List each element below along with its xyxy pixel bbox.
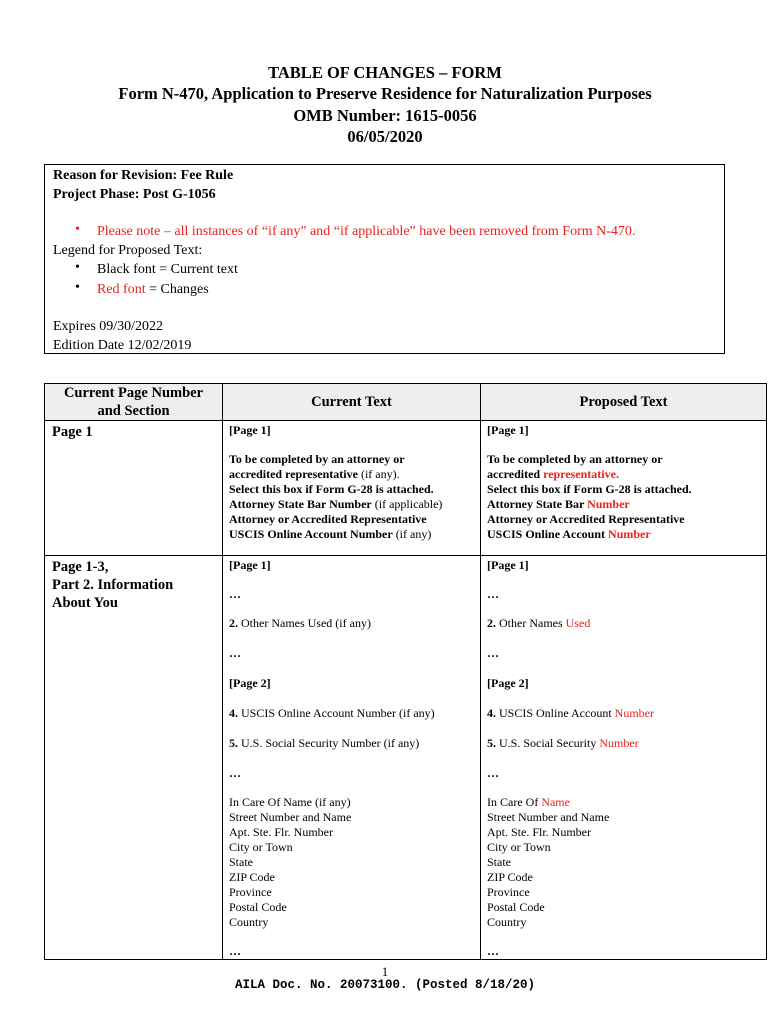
- page-marker: [Page 2]: [487, 676, 529, 690]
- header-current-text: Current Text: [223, 384, 481, 421]
- removal-note: Please note – all instances of “if any” and “if applicable” have been removed from Form N-470.: [97, 224, 636, 239]
- legend-red-label: Red font: [97, 282, 146, 297]
- address-field-label: Apt. Ste. Flr. Number: [487, 825, 591, 839]
- text-line: Other Names Used (if any): [238, 616, 371, 630]
- ellipsis: …: [487, 944, 499, 958]
- header-current-page: Current Page Number and Section: [45, 384, 223, 421]
- text-line: accredited representative: [229, 467, 358, 481]
- bullet-icon: •: [75, 260, 80, 275]
- ellipsis: …: [229, 646, 241, 660]
- table-row: [45, 421, 767, 556]
- section-label: Page 1: [52, 424, 93, 440]
- proposed-text-cell: [481, 421, 767, 556]
- page-marker: [Page 1]: [229, 558, 271, 572]
- text-line: To be completed by an attorney or: [487, 452, 663, 466]
- header-proposed-text: Proposed Text: [481, 384, 767, 421]
- address-field-label: Postal Code: [229, 900, 287, 914]
- section-label: About You: [52, 595, 118, 611]
- table-row: [45, 556, 767, 960]
- text-line: U.S. Social Security Number (if any): [238, 736, 420, 750]
- page-marker: [Page 1]: [229, 423, 271, 437]
- page-number: 1: [381, 964, 389, 979]
- section-label: Part 2. Information: [52, 577, 174, 593]
- expires-date: Expires 09/30/2022: [53, 319, 164, 334]
- legend-black: Black font = Current text: [97, 262, 238, 277]
- text-line: Attorney State Bar: [487, 497, 588, 511]
- text-line: Select this box if Form G-28 is attached.: [487, 482, 692, 496]
- text-line: USCIS Online Account: [487, 527, 609, 541]
- proposed-text-cell: [481, 556, 767, 960]
- address-field-label: ZIP Code: [487, 870, 533, 884]
- changed-text: representative.: [543, 467, 619, 481]
- reason-for-revision: Reason for Revision: Fee Rule: [53, 168, 234, 183]
- address-field-label: Apt. Ste. Flr. Number: [229, 825, 333, 839]
- section-cell: [45, 421, 223, 556]
- text-line: U.S. Social Security: [496, 736, 600, 750]
- ellipsis: …: [487, 646, 499, 660]
- changed-text: Used: [565, 616, 591, 630]
- text-line: USCIS Online Account Number (if any): [238, 706, 435, 720]
- legend-red: [97, 281, 209, 299]
- changed-text: Name: [541, 795, 570, 809]
- text-line: USCIS Online Account: [496, 706, 615, 720]
- address-field-label: City or Town: [229, 840, 293, 854]
- text-line: Attorney or Accredited Representative: [487, 512, 685, 526]
- item-number: 2.: [229, 616, 238, 630]
- text-line: Select this box if Form G-28 is attached.: [229, 482, 434, 496]
- title-line-2: Form N-470, Application to Preserve Residence for Naturalization Purposes: [118, 84, 652, 103]
- address-field-label: Country: [487, 915, 527, 929]
- revision-info-box: [44, 164, 725, 354]
- address-field-label: Country: [229, 915, 269, 929]
- ellipsis: …: [229, 766, 241, 780]
- text-line: accredited: [487, 467, 544, 481]
- item-number: 2.: [487, 616, 496, 630]
- text-line: In Care Of: [487, 795, 542, 809]
- address-field-label: City or Town: [487, 840, 551, 854]
- text-line: Attorney State Bar Number: [229, 497, 372, 511]
- address-field-label: Postal Code: [487, 900, 545, 914]
- changes-table: [44, 383, 767, 960]
- text-line: (if any): [392, 527, 432, 541]
- address-field-list: [229, 795, 480, 930]
- current-text-cell: [223, 556, 481, 960]
- changed-text: Number: [587, 497, 630, 511]
- project-phase: Project Phase: Post G-1056: [53, 187, 216, 202]
- omb-number: OMB Number: 1615-0056: [293, 106, 477, 125]
- text-line: USCIS Online Account Number: [229, 527, 393, 541]
- ellipsis: …: [487, 766, 499, 780]
- edition-date: Edition Date 12/02/2019: [53, 338, 192, 353]
- changed-text: Number: [608, 527, 651, 541]
- item-number: 4.: [229, 706, 238, 720]
- address-field-label: Street Number and Name: [229, 810, 352, 824]
- changed-text: Number: [599, 736, 639, 750]
- legend-red-meaning: = Changes: [145, 282, 209, 297]
- address-field-label: State: [487, 855, 511, 869]
- item-number: 5.: [229, 736, 238, 750]
- changed-text: Number: [614, 706, 654, 720]
- current-text-cell: [223, 421, 481, 556]
- page-marker: [Page 1]: [487, 423, 529, 437]
- aila-doc-number: AILA Doc. No. 20073100. (Posted 8/18/20): [234, 978, 536, 992]
- text-line: To be completed by an attorney or: [229, 452, 405, 466]
- table-header-row: [45, 384, 767, 421]
- address-field-label: Province: [487, 885, 530, 899]
- page-marker: [Page 1]: [487, 558, 529, 572]
- title-line-1: TABLE OF CHANGES – FORM: [268, 63, 502, 82]
- section-label: Page 1-3,: [52, 559, 109, 575]
- address-field-list: [487, 810, 766, 930]
- ellipsis: …: [229, 944, 241, 958]
- ellipsis: …: [229, 587, 241, 601]
- bullet-icon: •: [75, 222, 80, 237]
- address-field-label: Street Number and Name: [487, 810, 610, 824]
- address-field-label: ZIP Code: [229, 870, 275, 884]
- bullet-icon: •: [75, 280, 80, 295]
- text-line: (if applicable): [371, 497, 443, 511]
- text-line: Other Names: [496, 616, 566, 630]
- legend-title: Legend for Proposed Text:: [53, 243, 203, 258]
- address-field-label: In Care Of Name (if any): [229, 795, 351, 809]
- address-field-label: Province: [229, 885, 272, 899]
- text-line: Attorney or Accredited Representative: [229, 512, 427, 526]
- document-date: 06/05/2020: [347, 127, 423, 146]
- address-field-label: State: [229, 855, 253, 869]
- page-marker: [Page 2]: [229, 676, 271, 690]
- text-line: (if any).: [357, 467, 400, 481]
- item-number: 5.: [487, 736, 496, 750]
- section-cell: [45, 556, 223, 960]
- item-number: 4.: [487, 706, 496, 720]
- ellipsis: …: [487, 587, 499, 601]
